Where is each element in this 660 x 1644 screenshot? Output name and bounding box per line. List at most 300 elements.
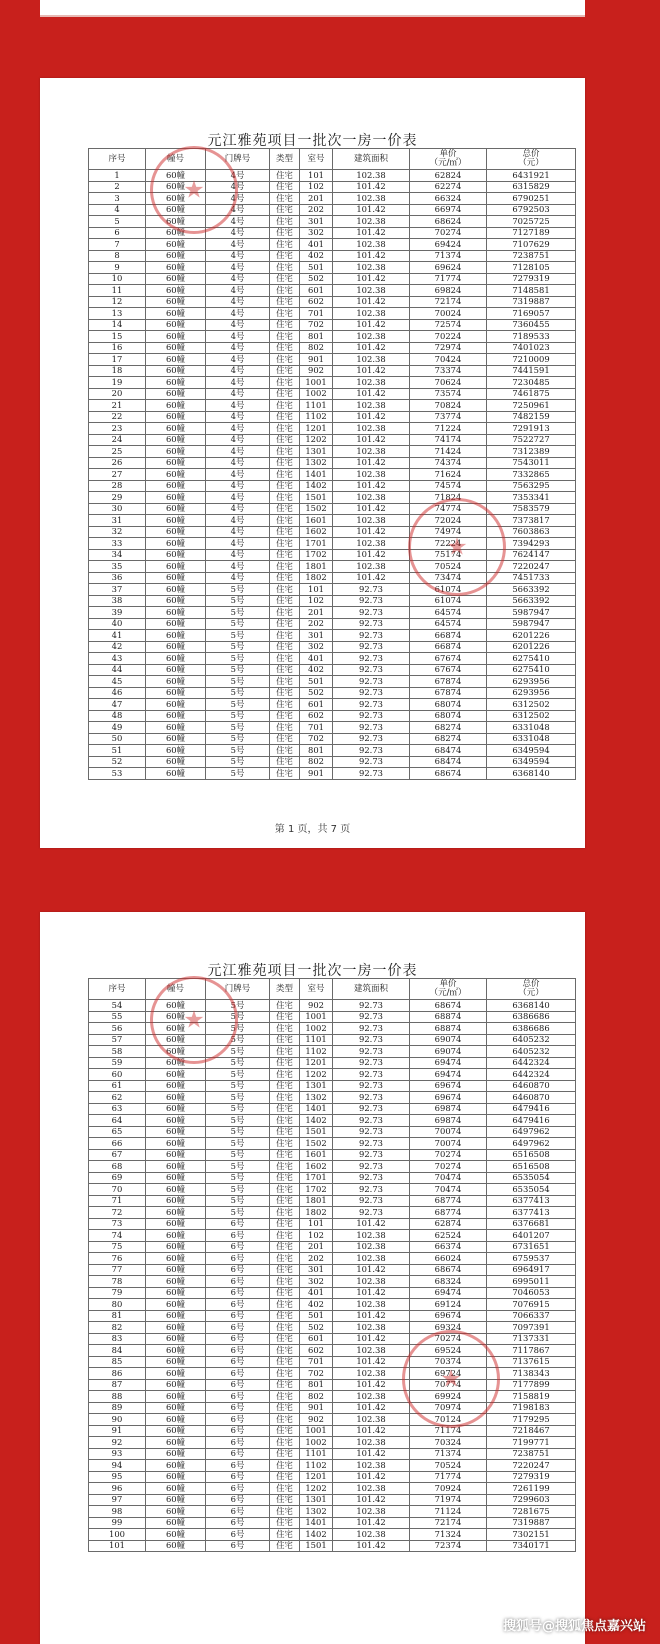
room-cell: 1101 (300, 400, 333, 412)
table-row (89, 503, 576, 515)
building-cell: 60幢 (146, 434, 206, 446)
door-number-cell: 5号 (206, 1046, 270, 1058)
room-cell: 301 (300, 216, 333, 228)
unit-price-cell: 70624 (410, 377, 487, 389)
table-row (89, 710, 576, 722)
unit-price-cell: 71774 (410, 1471, 487, 1483)
serial-cell: 3 (89, 193, 146, 205)
table-row (89, 1506, 576, 1518)
table-row (89, 1253, 576, 1265)
building-cell: 60幢 (146, 492, 206, 504)
type-cell: 住宅 (270, 296, 300, 308)
type-cell: 住宅 (270, 239, 300, 251)
room-cell: 1302 (300, 1506, 333, 1518)
serial-cell: 60 (89, 1069, 146, 1081)
area-cell: 92.73 (333, 1161, 410, 1173)
building-cell: 60幢 (146, 1184, 206, 1196)
serial-cell: 13 (89, 308, 146, 320)
door-number-cell: 4号 (206, 354, 270, 366)
previous-page-bottom-edge (40, 0, 585, 17)
unit-price-cell: 69124 (410, 1299, 487, 1311)
type-cell: 住宅 (270, 653, 300, 665)
total-price-cell: 7179295 (487, 1414, 576, 1426)
price-table (88, 148, 576, 780)
table-row (89, 273, 576, 285)
total-price-cell: 7117867 (487, 1345, 576, 1357)
total-price-cell: 7198183 (487, 1402, 576, 1414)
area-cell: 102.38 (333, 1437, 410, 1449)
unit-price-cell: 74174 (410, 434, 487, 446)
door-number-cell: 4号 (206, 181, 270, 193)
door-number-cell: 5号 (206, 653, 270, 665)
building-cell: 60幢 (146, 710, 206, 722)
door-number-cell: 6号 (206, 1391, 270, 1403)
area-cell: 102.38 (333, 1529, 410, 1541)
unit-price-cell: 69874 (410, 1115, 487, 1127)
room-cell: 1502 (300, 503, 333, 515)
room-cell: 1702 (300, 1184, 333, 1196)
serial-cell: 93 (89, 1448, 146, 1460)
room-cell: 1002 (300, 1437, 333, 1449)
serial-cell: 31 (89, 515, 146, 527)
type-cell: 住宅 (270, 273, 300, 285)
table-row (89, 1011, 576, 1023)
unit-price-cell: 69674 (410, 1080, 487, 1092)
serial-cell: 27 (89, 469, 146, 481)
building-cell: 60幢 (146, 1494, 206, 1506)
building-cell: 60幢 (146, 262, 206, 274)
door-number-cell: 6号 (206, 1448, 270, 1460)
serial-cell: 95 (89, 1471, 146, 1483)
room-cell: 901 (300, 768, 333, 780)
serial-cell: 92 (89, 1437, 146, 1449)
total-price-cell: 6201226 (487, 630, 576, 642)
building-cell: 60幢 (146, 227, 206, 239)
building-cell: 60幢 (146, 1368, 206, 1380)
door-number-cell: 6号 (206, 1471, 270, 1483)
room-cell: 1702 (300, 549, 333, 561)
door-number-cell: 4号 (206, 411, 270, 423)
type-cell: 住宅 (270, 1207, 300, 1219)
total-price-cell: 6368140 (487, 768, 576, 780)
total-price-cell: 6376681 (487, 1218, 576, 1230)
serial-cell: 82 (89, 1322, 146, 1334)
room-cell: 1301 (300, 446, 333, 458)
door-number-cell: 6号 (206, 1494, 270, 1506)
room-cell: 502 (300, 687, 333, 699)
type-cell: 住宅 (270, 1391, 300, 1403)
serial-cell: 43 (89, 653, 146, 665)
door-number-cell: 5号 (206, 1149, 270, 1161)
unit-price-cell: 68474 (410, 745, 487, 757)
total-price-cell: 7461875 (487, 388, 576, 400)
building-cell: 60幢 (146, 722, 206, 734)
serial-cell: 46 (89, 687, 146, 699)
room-cell: 902 (300, 1000, 333, 1012)
type-cell: 住宅 (270, 1276, 300, 1288)
unit-price-cell: 71374 (410, 250, 487, 262)
total-price-cell: 7238751 (487, 250, 576, 262)
serial-cell: 84 (89, 1345, 146, 1357)
table-row (89, 193, 576, 205)
type-cell: 住宅 (270, 1345, 300, 1357)
room-cell: 1601 (300, 515, 333, 527)
area-cell: 102.38 (333, 1483, 410, 1495)
building-cell: 60幢 (146, 526, 206, 538)
total-price-cell: 6731651 (487, 1241, 576, 1253)
total-price-cell: 7319887 (487, 296, 576, 308)
table-row (89, 457, 576, 469)
room-cell: 1002 (300, 1023, 333, 1035)
door-number-cell: 5号 (206, 699, 270, 711)
serial-cell: 11 (89, 285, 146, 297)
area-cell: 101.42 (333, 526, 410, 538)
area-cell: 92.73 (333, 1057, 410, 1069)
door-number-cell: 4号 (206, 365, 270, 377)
building-cell: 60幢 (146, 411, 206, 423)
type-cell: 住宅 (270, 664, 300, 676)
room-cell: 201 (300, 607, 333, 619)
unit-price-cell: 62824 (410, 170, 487, 182)
unit-price-cell: 66974 (410, 204, 487, 216)
table-row (89, 1241, 576, 1253)
total-price-cell: 7401023 (487, 342, 576, 354)
serial-cell: 20 (89, 388, 146, 400)
area-cell: 92.73 (333, 687, 410, 699)
table-row (89, 1517, 576, 1529)
type-cell: 住宅 (270, 1011, 300, 1023)
serial-cell: 47 (89, 699, 146, 711)
door-number-cell: 6号 (206, 1310, 270, 1322)
door-number-cell: 5号 (206, 1080, 270, 1092)
unit-price-cell: 73574 (410, 388, 487, 400)
door-number-cell: 5号 (206, 1161, 270, 1173)
type-cell: 住宅 (270, 1460, 300, 1472)
area-cell: 101.42 (333, 1471, 410, 1483)
door-number-cell: 4号 (206, 388, 270, 400)
unit-price-cell: 70274 (410, 1149, 487, 1161)
type-cell: 住宅 (270, 1161, 300, 1173)
room-cell: 1802 (300, 572, 333, 584)
area-cell: 92.73 (333, 1126, 410, 1138)
total-price-cell: 6331048 (487, 722, 576, 734)
unit-price-cell: 73474 (410, 572, 487, 584)
unit-price-cell: 68074 (410, 699, 487, 711)
door-number-cell: 6号 (206, 1333, 270, 1345)
serial-cell: 83 (89, 1333, 146, 1345)
door-number-cell: 6号 (206, 1241, 270, 1253)
serial-cell: 98 (89, 1506, 146, 1518)
unit-price-cell: 62874 (410, 1218, 487, 1230)
area-cell: 102.38 (333, 515, 410, 527)
building-cell: 60幢 (146, 296, 206, 308)
room-cell: 401 (300, 239, 333, 251)
door-number-cell: 5号 (206, 1069, 270, 1081)
type-cell: 住宅 (270, 676, 300, 688)
type-cell: 住宅 (270, 768, 300, 780)
building-cell: 60幢 (146, 1103, 206, 1115)
area-cell: 101.42 (333, 572, 410, 584)
table-row (89, 296, 576, 308)
serial-cell: 42 (89, 641, 146, 653)
table-row (89, 400, 576, 412)
column-header: 总价 （元） (487, 979, 576, 1000)
room-cell: 602 (300, 1345, 333, 1357)
total-price-cell: 7066337 (487, 1310, 576, 1322)
column-header: 单价 （元/㎡） (410, 149, 487, 170)
total-price-cell: 6535054 (487, 1184, 576, 1196)
total-price-cell: 7220247 (487, 561, 576, 573)
unit-price-cell: 72024 (410, 515, 487, 527)
total-price-cell: 7128105 (487, 262, 576, 274)
serial-cell: 61 (89, 1080, 146, 1092)
unit-price-cell: 66374 (410, 1241, 487, 1253)
area-cell: 92.73 (333, 607, 410, 619)
area-cell: 102.38 (333, 216, 410, 228)
type-cell: 住宅 (270, 308, 300, 320)
type-cell: 住宅 (270, 181, 300, 193)
building-cell: 60幢 (146, 319, 206, 331)
table-row (89, 1069, 576, 1081)
serial-cell: 90 (89, 1414, 146, 1426)
area-cell: 102.38 (333, 1322, 410, 1334)
serial-cell: 63 (89, 1103, 146, 1115)
room-cell: 302 (300, 641, 333, 653)
total-price-cell: 7261199 (487, 1483, 576, 1495)
unit-price-cell: 74774 (410, 503, 487, 515)
room-cell: 1302 (300, 457, 333, 469)
total-price-cell: 7319887 (487, 1517, 576, 1529)
building-cell: 60幢 (146, 354, 206, 366)
table-row (89, 216, 576, 228)
room-cell: 1101 (300, 1448, 333, 1460)
door-number-cell: 6号 (206, 1345, 270, 1357)
door-number-cell: 4号 (206, 239, 270, 251)
serial-cell: 65 (89, 1126, 146, 1138)
room-cell: 1001 (300, 1425, 333, 1437)
unit-price-cell: 66874 (410, 630, 487, 642)
table-row (89, 1023, 576, 1035)
door-number-cell: 6号 (206, 1517, 270, 1529)
total-price-cell: 7302151 (487, 1529, 576, 1541)
door-number-cell: 5号 (206, 1195, 270, 1207)
serial-cell: 18 (89, 365, 146, 377)
area-cell: 92.73 (333, 699, 410, 711)
total-price-cell: 7137331 (487, 1333, 576, 1345)
room-cell: 801 (300, 745, 333, 757)
serial-cell: 80 (89, 1299, 146, 1311)
column-header: 序号 (89, 149, 146, 170)
room-cell: 1602 (300, 1161, 333, 1173)
type-cell: 住宅 (270, 1414, 300, 1426)
room-cell: 1801 (300, 561, 333, 573)
table-row (89, 181, 576, 193)
total-price-cell: 7353341 (487, 492, 576, 504)
building-cell: 60幢 (146, 1230, 206, 1242)
area-cell: 102.38 (333, 193, 410, 205)
total-price-cell: 7312389 (487, 446, 576, 458)
area-cell: 102.38 (333, 469, 410, 481)
table-header-row (89, 149, 576, 170)
page-title: 元江雅苑项目一批次一房一价表 (207, 133, 418, 149)
room-cell: 1402 (300, 480, 333, 492)
building-cell: 60幢 (146, 1356, 206, 1368)
area-cell: 92.73 (333, 1149, 410, 1161)
building-cell: 60幢 (146, 342, 206, 354)
area-cell: 101.42 (333, 342, 410, 354)
room-cell: 401 (300, 653, 333, 665)
unit-price-cell: 71624 (410, 469, 487, 481)
serial-cell: 72 (89, 1207, 146, 1219)
type-cell: 住宅 (270, 388, 300, 400)
building-cell: 60幢 (146, 503, 206, 515)
total-price-cell: 6405232 (487, 1034, 576, 1046)
door-number-cell: 5号 (206, 641, 270, 653)
unit-price-cell: 71174 (410, 1425, 487, 1437)
total-price-cell: 7441591 (487, 365, 576, 377)
table-row (89, 1425, 576, 1437)
unit-price-cell: 75174 (410, 549, 487, 561)
total-price-cell: 7218467 (487, 1425, 576, 1437)
building-cell: 60幢 (146, 423, 206, 435)
room-cell: 501 (300, 1310, 333, 1322)
room-cell: 902 (300, 1414, 333, 1426)
column-header: 幢号 (146, 979, 206, 1000)
unit-price-cell: 62274 (410, 181, 487, 193)
door-number-cell: 4号 (206, 515, 270, 527)
serial-cell: 101 (89, 1540, 146, 1552)
unit-price-cell: 61074 (410, 584, 487, 596)
table-row (89, 204, 576, 216)
unit-price-cell: 72174 (410, 296, 487, 308)
room-cell: 101 (300, 170, 333, 182)
area-cell: 102.38 (333, 377, 410, 389)
area-cell: 102.38 (333, 1460, 410, 1472)
room-cell: 801 (300, 331, 333, 343)
door-number-cell: 5号 (206, 1207, 270, 1219)
total-price-cell: 6349594 (487, 756, 576, 768)
serial-cell: 38 (89, 595, 146, 607)
type-cell: 住宅 (270, 1069, 300, 1081)
building-cell: 60幢 (146, 1000, 206, 1012)
serial-cell: 6 (89, 227, 146, 239)
unit-price-cell: 72174 (410, 1517, 487, 1529)
serial-cell: 97 (89, 1494, 146, 1506)
room-cell: 302 (300, 1276, 333, 1288)
total-price-cell: 7279319 (487, 273, 576, 285)
table-row (89, 1172, 576, 1184)
serial-cell: 52 (89, 756, 146, 768)
area-cell: 92.73 (333, 1023, 410, 1035)
price-table (88, 978, 576, 1552)
total-price-cell: 7360455 (487, 319, 576, 331)
serial-cell: 100 (89, 1529, 146, 1541)
serial-cell: 5 (89, 216, 146, 228)
unit-price-cell: 68874 (410, 1011, 487, 1023)
table-row (89, 434, 576, 446)
door-number-cell: 4号 (206, 308, 270, 320)
serial-cell: 33 (89, 538, 146, 550)
door-number-cell: 6号 (206, 1287, 270, 1299)
serial-cell: 55 (89, 1011, 146, 1023)
unit-price-cell: 70474 (410, 1172, 487, 1184)
area-cell: 92.73 (333, 618, 410, 630)
table-row (89, 388, 576, 400)
room-cell: 401 (300, 1287, 333, 1299)
unit-price-cell: 70474 (410, 1184, 487, 1196)
type-cell: 住宅 (270, 641, 300, 653)
room-cell: 701 (300, 722, 333, 734)
type-cell: 住宅 (270, 1034, 300, 1046)
table-row (89, 572, 576, 584)
type-cell: 住宅 (270, 1379, 300, 1391)
area-cell: 92.73 (333, 1103, 410, 1115)
table-row (89, 1218, 576, 1230)
table-row (89, 1379, 576, 1391)
type-cell: 住宅 (270, 1115, 300, 1127)
door-number-cell: 5号 (206, 745, 270, 757)
unit-price-cell: 74974 (410, 526, 487, 538)
room-cell: 802 (300, 756, 333, 768)
door-number-cell: 4号 (206, 457, 270, 469)
door-number-cell: 4号 (206, 538, 270, 550)
column-header: 建筑面积 (333, 979, 410, 1000)
serial-cell: 68 (89, 1161, 146, 1173)
room-cell: 1801 (300, 1195, 333, 1207)
door-number-cell: 4号 (206, 193, 270, 205)
door-number-cell: 5号 (206, 676, 270, 688)
area-cell: 102.38 (333, 308, 410, 320)
room-cell: 801 (300, 1379, 333, 1391)
area-cell: 101.42 (333, 411, 410, 423)
building-cell: 60幢 (146, 1345, 206, 1357)
column-header: 类型 (270, 979, 300, 1000)
building-cell: 60幢 (146, 457, 206, 469)
area-cell: 92.73 (333, 1195, 410, 1207)
area-cell: 92.73 (333, 1184, 410, 1196)
serial-cell: 56 (89, 1023, 146, 1035)
room-cell: 102 (300, 1230, 333, 1242)
total-price-cell: 5987947 (487, 618, 576, 630)
room-cell: 1102 (300, 1046, 333, 1058)
total-price-cell: 7158819 (487, 1391, 576, 1403)
room-cell: 502 (300, 273, 333, 285)
area-cell: 102.38 (333, 1414, 410, 1426)
building-cell: 60幢 (146, 699, 206, 711)
serial-cell: 67 (89, 1149, 146, 1161)
unit-price-cell: 68774 (410, 1195, 487, 1207)
serial-cell: 86 (89, 1368, 146, 1380)
area-cell: 101.42 (333, 434, 410, 446)
type-cell: 住宅 (270, 561, 300, 573)
serial-cell: 16 (89, 342, 146, 354)
serial-cell: 85 (89, 1356, 146, 1368)
door-number-cell: 5号 (206, 630, 270, 642)
table-row (89, 1310, 576, 1322)
total-price-cell: 6377413 (487, 1207, 576, 1219)
door-number-cell: 5号 (206, 1057, 270, 1069)
unit-price-cell: 72574 (410, 319, 487, 331)
type-cell: 住宅 (270, 1448, 300, 1460)
unit-price-cell: 68874 (410, 1023, 487, 1035)
building-cell: 60幢 (146, 1506, 206, 1518)
unit-price-cell: 68274 (410, 722, 487, 734)
total-price-cell: 6460870 (487, 1080, 576, 1092)
building-cell: 60幢 (146, 308, 206, 320)
total-price-cell: 7189533 (487, 331, 576, 343)
building-cell: 60幢 (146, 538, 206, 550)
table-row (89, 1000, 576, 1012)
